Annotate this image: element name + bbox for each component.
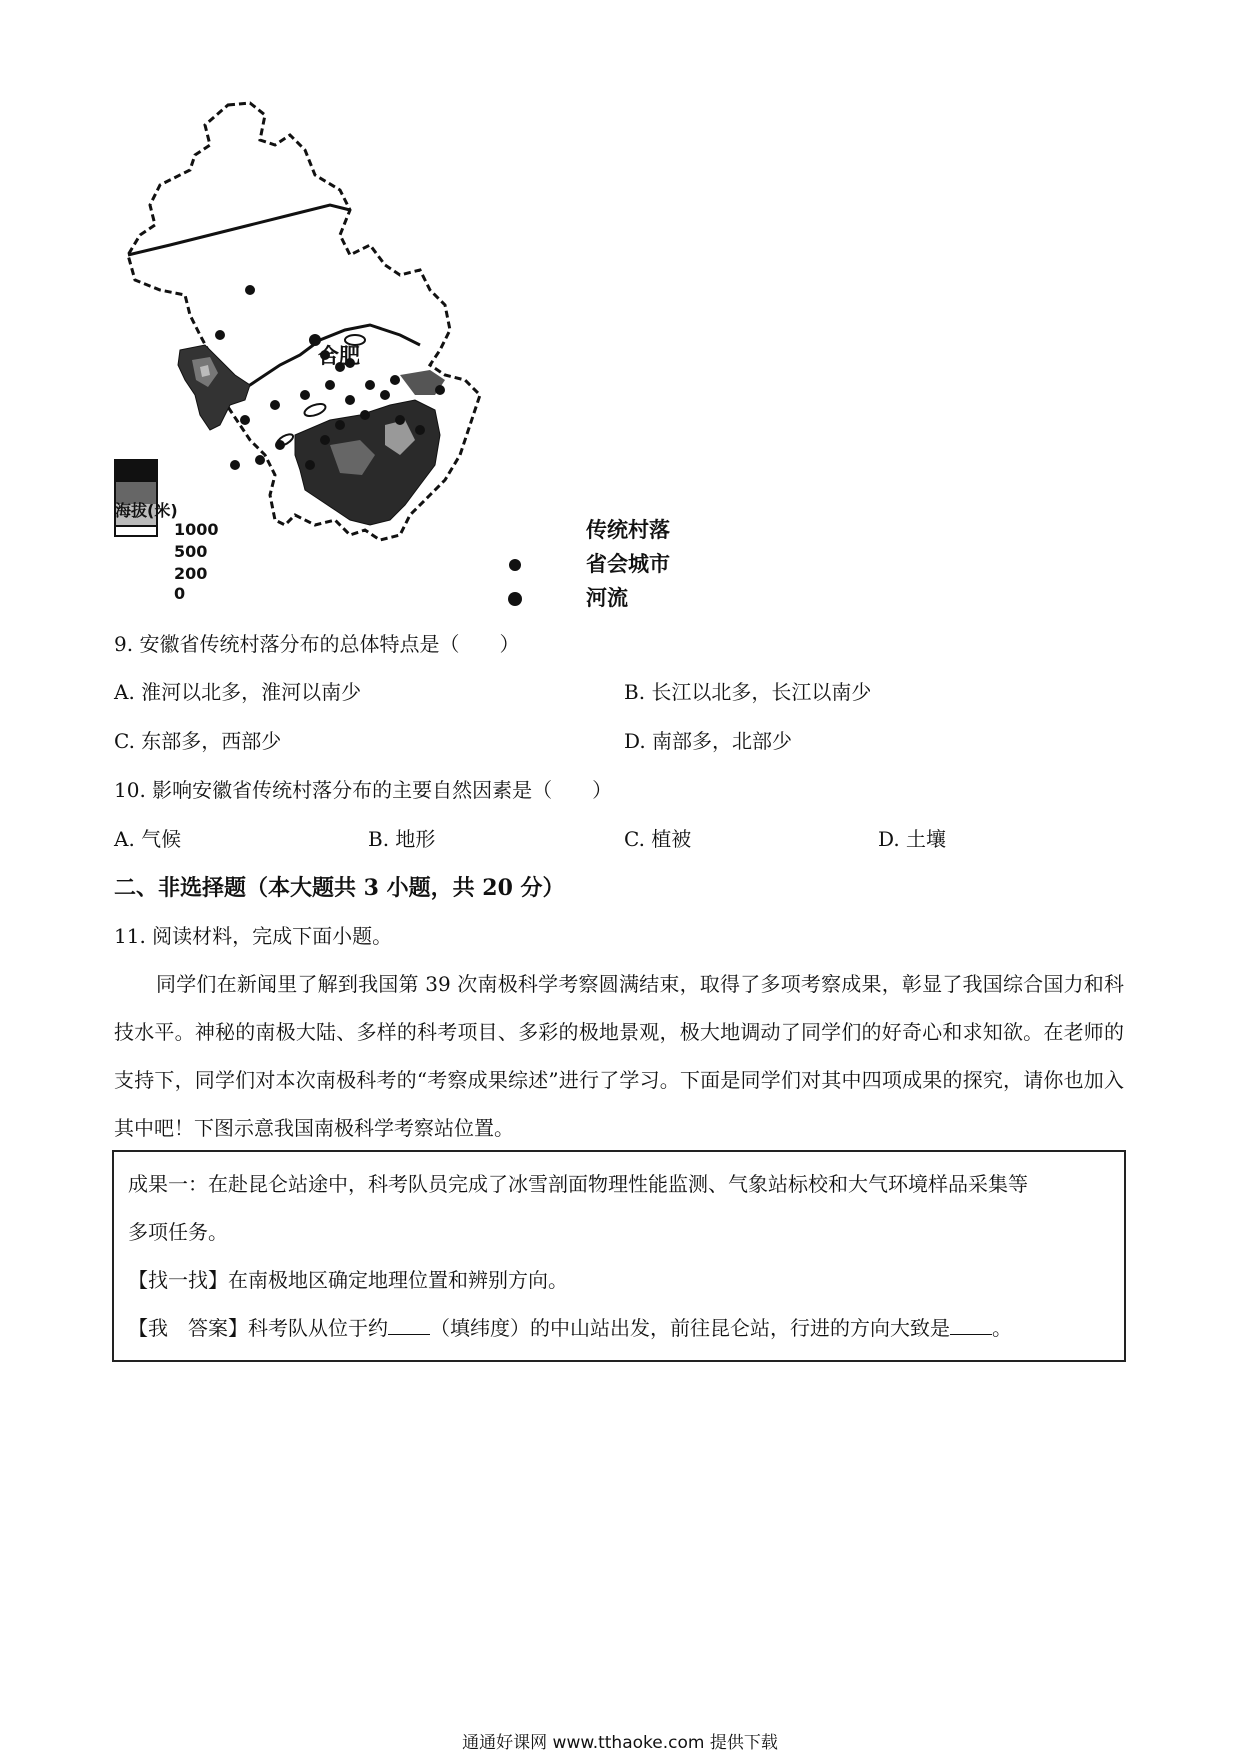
page-footer: 通通好课网 www.tthaoke.com 提供下载 <box>462 1733 778 1753</box>
box-line-3: 【找一找】在南极地区确定地理位置和辨别方向。 <box>128 1268 568 1292</box>
question-9-stem: 9. 安徽省传统村落分布的总体特点是（ ） <box>114 632 520 656</box>
village-dot-icon <box>509 559 521 571</box>
legend-item: 河流 <box>586 586 628 610</box>
elevation-scale <box>115 498 219 608</box>
section-2-heading: 二、非选择题（本大题共 3 小题，共 20 分） <box>114 875 565 901</box>
scale-tick: 500 <box>174 542 208 561</box>
legend-item: 省会城市 <box>586 552 670 576</box>
direction-blank[interactable] <box>950 1316 992 1335</box>
result-one-box <box>112 1150 1126 1362</box>
map-legend <box>560 512 670 614</box>
question-10-stem: 10. 影响安徽省传统村落分布的主要自然因素是（ ） <box>114 778 613 802</box>
q9-option-b[interactable]: B. 长江以北多，长江以南少 <box>624 680 872 704</box>
q10-option-d[interactable]: D. 土壤 <box>878 827 947 851</box>
question-11-passage: 同学们在新闻里了解到我国第 39 次南极科学考察圆满结束，取得了多项考察成果，彰显了我国综合国力和科技水平。神秘的南极大陆、多样的科考项目、多彩的极地景观，极大地调动了同学们的好奇心和求知欲。在老师的支持下，同学们对本次南极科考的“考察成果综述”进行了学习。下面是同学们对其中四项成果的探究，请你也加入其中吧！下图示意我国南极科学考察站位置。 <box>114 972 1124 1140</box>
box-line-4: 【我 答案】科考队从位于约 （填纬度）的中山站出发，前往昆仑站，行进的方向大致是 。 <box>128 1316 1012 1340</box>
q10-option-a[interactable]: A. 气候 <box>114 827 182 851</box>
q10-option-b[interactable]: B. 地形 <box>368 827 436 851</box>
box-line-1: 成果一：在赴昆仑站途中，科考队员完成了冰雪剖面物理性能监测、气象站标校和大气环境样品采集等 <box>128 1172 1028 1196</box>
q9-option-a[interactable]: A. 淮河以北多，淮河以南少 <box>114 680 362 704</box>
scale-tick: 200 <box>174 564 208 583</box>
legend-item: 传统村落 <box>586 518 670 542</box>
q9-option-d[interactable]: D. 南部多，北部少 <box>624 729 793 753</box>
question-11-stem: 11. 阅读材料，完成下面小题。 <box>114 924 393 948</box>
q9-option-c[interactable]: C. 东部多，西部少 <box>114 729 282 753</box>
q10-option-c[interactable]: C. 植被 <box>624 827 692 851</box>
dabie-terrain <box>178 345 250 430</box>
latitude-blank[interactable] <box>388 1316 430 1335</box>
scale-tick: 0 <box>174 584 186 603</box>
box-line-2: 多项任务。 <box>128 1220 228 1244</box>
scale-title: 海拔(米) <box>115 501 178 520</box>
city-label-hefei: 合肥 <box>318 344 360 368</box>
capital-dot-icon <box>508 592 522 606</box>
huaihe-river <box>128 205 350 255</box>
scale-tick: 1000 <box>174 520 219 539</box>
